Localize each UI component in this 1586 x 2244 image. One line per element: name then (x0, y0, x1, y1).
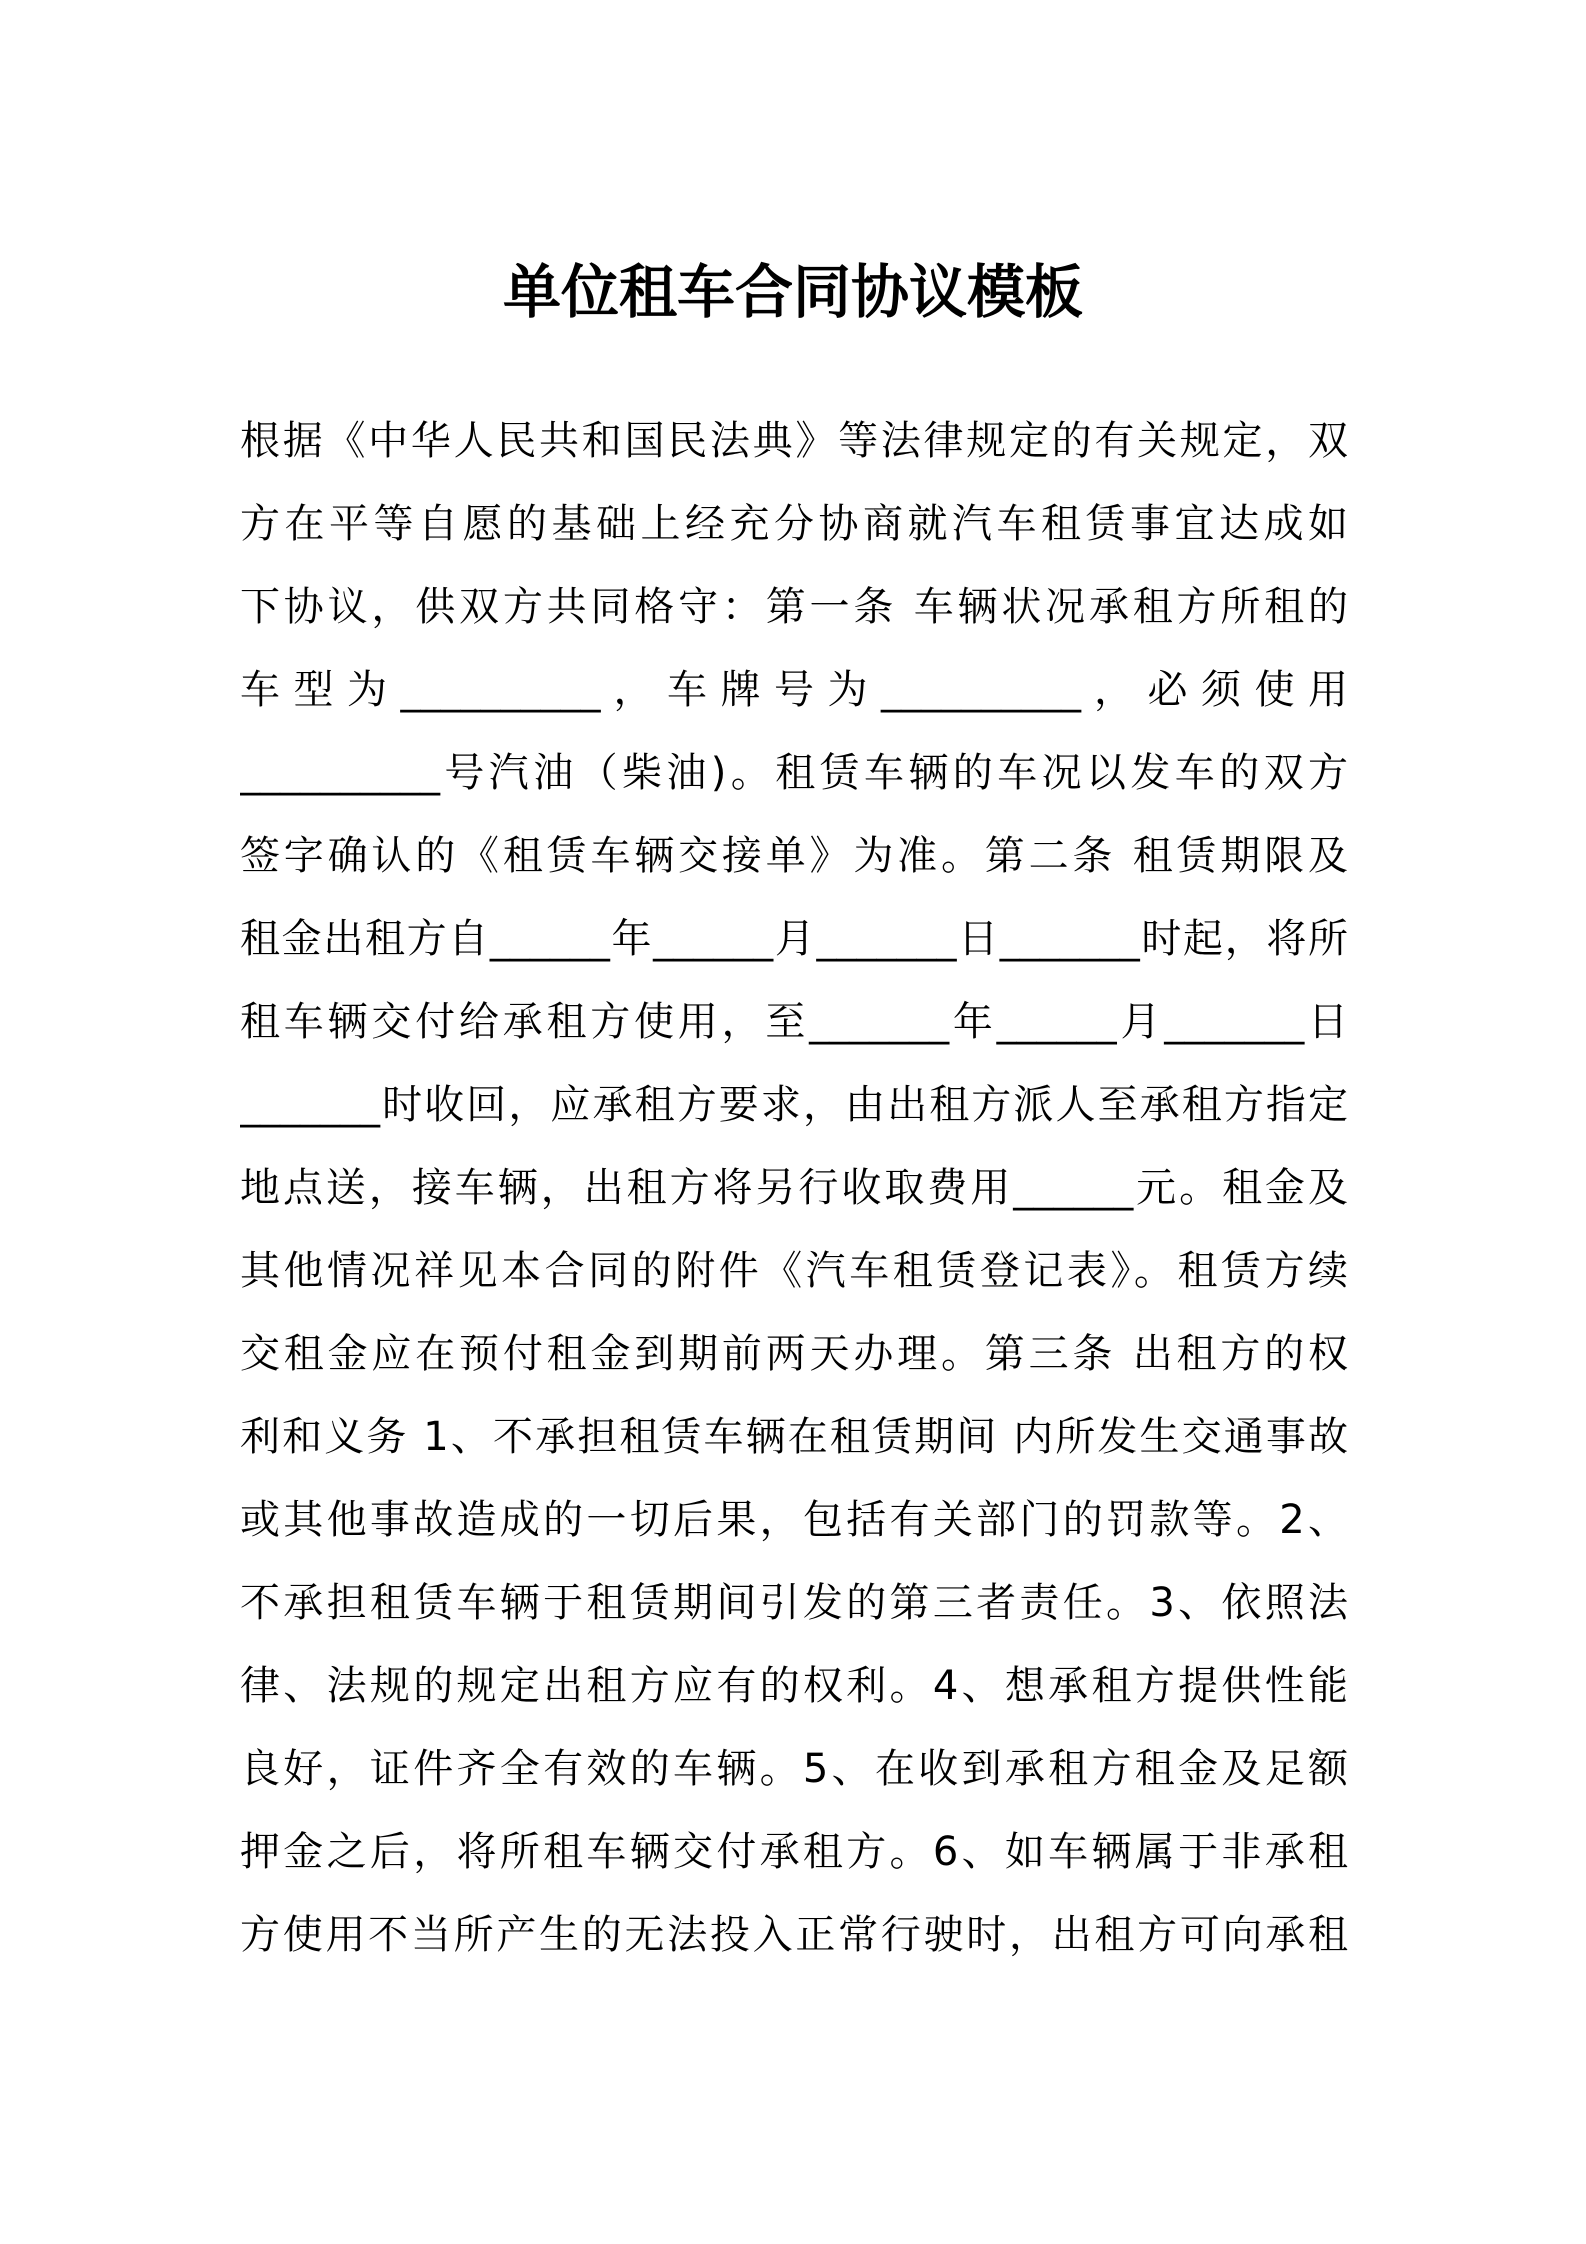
body-line: 或其他事故造成的一切后果，包括有关部门的罚款等。2、 (240, 1497, 1348, 1543)
body-line: 押金之后，将所租车辆交付承租方。6、如车辆属于非承租 (240, 1829, 1348, 1875)
body-line: _______时收回，应承租方要求，由出租方派人至承租方指定 (240, 1082, 1348, 1128)
body-line: 车 型 为 __________ ， 车 牌 号 为 __________ ， 必 须 使 用 (240, 667, 1348, 713)
body-line: 不承担租赁车辆于租赁期间引发的第三者责任。3、依照法 (240, 1580, 1348, 1626)
document-body (240, 400, 1348, 1977)
body-line: 良好，证件齐全有效的车辆。5、在收到承租方租金及足额 (240, 1746, 1348, 1792)
body-line: 下协议，供双方共同格守：第一条 车辆状况承租方所租的 (240, 584, 1348, 630)
body-line: __________号汽油（柴油)。租赁车辆的车况以发车的双方 (240, 750, 1348, 796)
body-line: 方使用不当所产生的无法投入正常行驶时，出租方可向承租 (240, 1912, 1348, 1958)
body-line: 地点送，接车辆，出租方将另行收取费用______元。租金及 (240, 1165, 1348, 1211)
body-line: 签字确认的《租赁车辆交接单》为准。第二条 租赁期限及 (240, 833, 1348, 879)
body-line: 交租金应在预付租金到期前两天办理。第三条 出租方的权 (240, 1331, 1348, 1377)
body-line: 利和义务 1、不承担租赁车辆在租赁期间 内所发生交通事故 (240, 1414, 1348, 1460)
document-title: 单位租车合同协议模板 (502, 258, 1083, 326)
body-line: 租车辆交付给承租方使用，至_______年______月_______日 (240, 999, 1348, 1045)
body-line: 律、法规的规定出租方应有的权利。4、想承租方提供性能 (240, 1663, 1348, 1709)
body-line: 租金出租方自______年______月_______日_______时起，将所 (240, 916, 1348, 962)
body-line: 其他情况祥见本合同的附件《汽车租赁登记表》。租赁方续 (240, 1248, 1348, 1294)
body-line: 根据《中华人民共和国民法典》等法律规定的有关规定，双 (240, 418, 1348, 464)
body-line: 方在平等自愿的基础上经充分协商就汽车租赁事宜达成如 (240, 501, 1348, 547)
